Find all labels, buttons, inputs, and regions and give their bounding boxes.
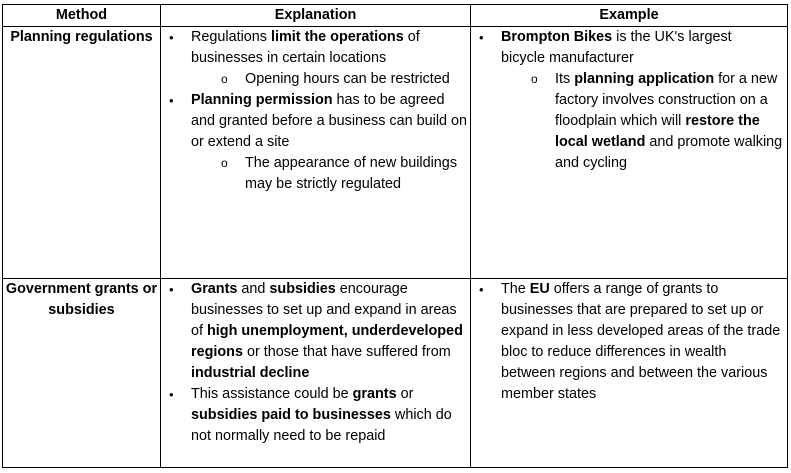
bullet-list xyxy=(471,27,787,174)
example-cell xyxy=(471,279,788,468)
bold-text: industrial decline xyxy=(191,365,310,381)
text-run: Opening hours can be restricted xyxy=(245,71,450,87)
explanation-cell xyxy=(161,27,471,279)
sub-list-item xyxy=(501,69,787,174)
text-run: or xyxy=(396,386,414,402)
sub-list-item xyxy=(191,153,470,195)
methods-table xyxy=(2,4,788,468)
text-run: The appearance of new buildings may be strictly regulated xyxy=(245,155,458,192)
bold-text: Brompton Bikes xyxy=(501,29,613,45)
text-run: Regulations xyxy=(191,29,271,45)
text-run: encourage businesses to set up and expand in areas of xyxy=(191,281,457,339)
method-cell: Government grants or subsidies xyxy=(3,279,161,468)
explanation-cell xyxy=(161,279,471,468)
bold-text: EU xyxy=(529,281,550,297)
header-row xyxy=(3,5,788,27)
text-run: is the UK's largest bicycle manufacturer xyxy=(501,29,732,66)
list-item xyxy=(161,90,470,195)
text-run: The xyxy=(501,281,530,297)
header-explanation: Explanation xyxy=(161,5,471,27)
bold-text: high unemployment, underdeveloped regions xyxy=(191,323,463,360)
sub-bullet-icon: o xyxy=(221,72,228,86)
bold-text: planning application xyxy=(574,71,715,87)
bold-text: Planning permission xyxy=(191,92,333,108)
bold-text: subsidies paid to businesses xyxy=(191,407,391,423)
bullet-list xyxy=(161,27,470,195)
text-run: Its xyxy=(555,71,575,87)
table-row-planning xyxy=(3,27,788,279)
text-run: has to be agreed and granted before a business can build on or extend a site xyxy=(191,92,468,150)
text-run: This assistance could be xyxy=(191,386,353,402)
list-item xyxy=(471,279,787,405)
bold-text: grants xyxy=(352,386,397,402)
bold-text: restore the local wetland xyxy=(555,113,760,150)
bullet-icon: • xyxy=(479,30,484,45)
bullet-list xyxy=(161,279,470,447)
bullet-list xyxy=(471,279,787,405)
sub-bullet-icon: o xyxy=(221,156,228,170)
sub-list xyxy=(501,69,787,174)
table-row-grants xyxy=(3,279,788,468)
list-item xyxy=(161,27,470,90)
text-run: for a new factory involves construction on a floodplain which will xyxy=(555,71,778,129)
header-method: Method xyxy=(3,5,161,27)
sub-list-item xyxy=(191,69,470,90)
bullet-icon: • xyxy=(169,387,174,402)
sub-list xyxy=(191,69,470,90)
bold-text: limit the operations xyxy=(271,29,404,45)
bullet-icon: • xyxy=(169,282,174,297)
text-run: and xyxy=(237,281,270,297)
text-run: offers a range of grants to businesses that are prepared to set up or expand in less developed areas of the trade bloc to reduce differences in wealth between regions and between the various member states xyxy=(501,281,781,402)
list-item xyxy=(161,279,470,384)
method-cell: Planning regulations xyxy=(3,27,161,279)
text-run: which do not normally need to be repaid xyxy=(191,407,452,444)
header-example: Example xyxy=(471,5,788,27)
bullet-icon: • xyxy=(479,282,484,297)
list-item xyxy=(161,384,470,447)
bold-text: subsidies xyxy=(269,281,336,297)
text-run: or those that have suffered from xyxy=(242,344,451,360)
list-item xyxy=(471,27,787,174)
text-run: and promote walking and cycling xyxy=(555,134,783,171)
bold-text: Grants xyxy=(191,281,238,297)
text-run: of businesses in certain locations xyxy=(191,29,420,66)
example-cell xyxy=(471,27,788,279)
sub-bullet-icon: o xyxy=(531,72,538,86)
bullet-icon: • xyxy=(169,30,174,45)
bullet-icon: • xyxy=(169,93,174,108)
sub-list xyxy=(191,153,470,195)
